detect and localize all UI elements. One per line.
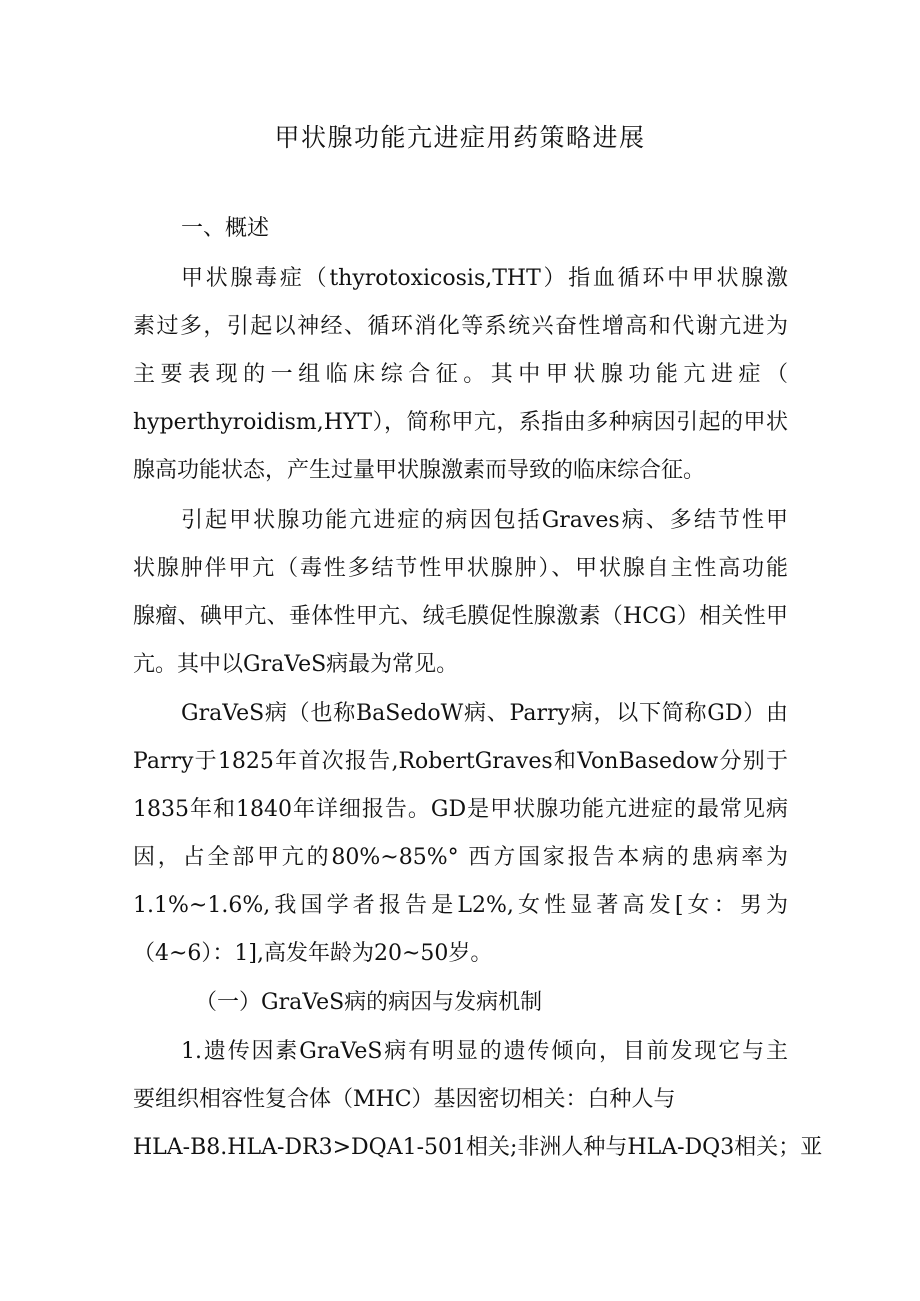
- subsection-heading: （一）GraVeS病的病因与发病机制: [195, 990, 543, 1015]
- paragraph-line: 要组织相容性复合体（MHC）基因密切相关：白种人与: [133, 1087, 676, 1112]
- document-title: 甲状腺功能亢进症用药策略进展: [274, 123, 646, 152]
- paragraph-line: HLA-B8.HLA-DR3>DQA1-501相关;非洲人种与HLA-DQ3相关；亚: [133, 1135, 823, 1160]
- paragraph-line: 甲状腺毒症（thyrotoxicosis,THT）指血循环中甲状腺激: [181, 266, 788, 291]
- paragraph-line: 1.遗传因素GraVeS病有明显的遗传倾向，目前发现它与主: [181, 1039, 788, 1064]
- paragraph-line: 腺高功能状态，产生过量甲状腺激素而导致的临床综合征。: [133, 458, 706, 483]
- paragraph-line: 1.1%~1.6%,我国学者报告是L2%,女性显著高发[女：男为: [133, 893, 788, 918]
- paragraph-line: 1835年和1840年详细报告。GD是甲状腺功能亢进症的最常见病: [133, 797, 788, 822]
- paragraph-line: 素过多，引起以神经、循环消化等系统兴奋性增高和代谢亢进为: [133, 314, 788, 339]
- paragraph-line: （4~6）：1],高发年龄为20~50岁。: [133, 941, 493, 966]
- paragraph-line: hyperthyroidism,HYT），简称甲亢，系指由多种病因引起的甲状: [133, 410, 788, 435]
- paragraph-line: GraVeS病（也称BaSedoW病、Parry病，以下简称GD）由: [181, 701, 788, 726]
- paragraph-line: Parry于1825年首次报告,RobertGraves和VonBasedow分别于: [133, 749, 788, 774]
- section-heading-overview: 一、概述: [181, 216, 270, 241]
- paragraph-line: 腺瘤、碘甲亢、垂体性甲亢、绒毛膜促性腺激素（HCG）相关性甲: [133, 604, 788, 629]
- paragraph-line: 亢。其中以GraVeS病最为常见。: [133, 652, 459, 677]
- paragraph-line: 因，占全部甲亢的80%~85%° 西方国家报告本病的患病率为: [133, 845, 788, 870]
- paragraph-line: 主要表现的一组临床综合征。其中甲状腺功能亢进症（: [133, 362, 788, 387]
- paragraph-line: 引起甲状腺功能亢进症的病因包括Graves病、多结节性甲: [181, 508, 788, 533]
- paragraph-line: 状腺肿伴甲亢（毒性多结节性甲状腺肿）、甲状腺自主性高功能: [133, 556, 788, 581]
